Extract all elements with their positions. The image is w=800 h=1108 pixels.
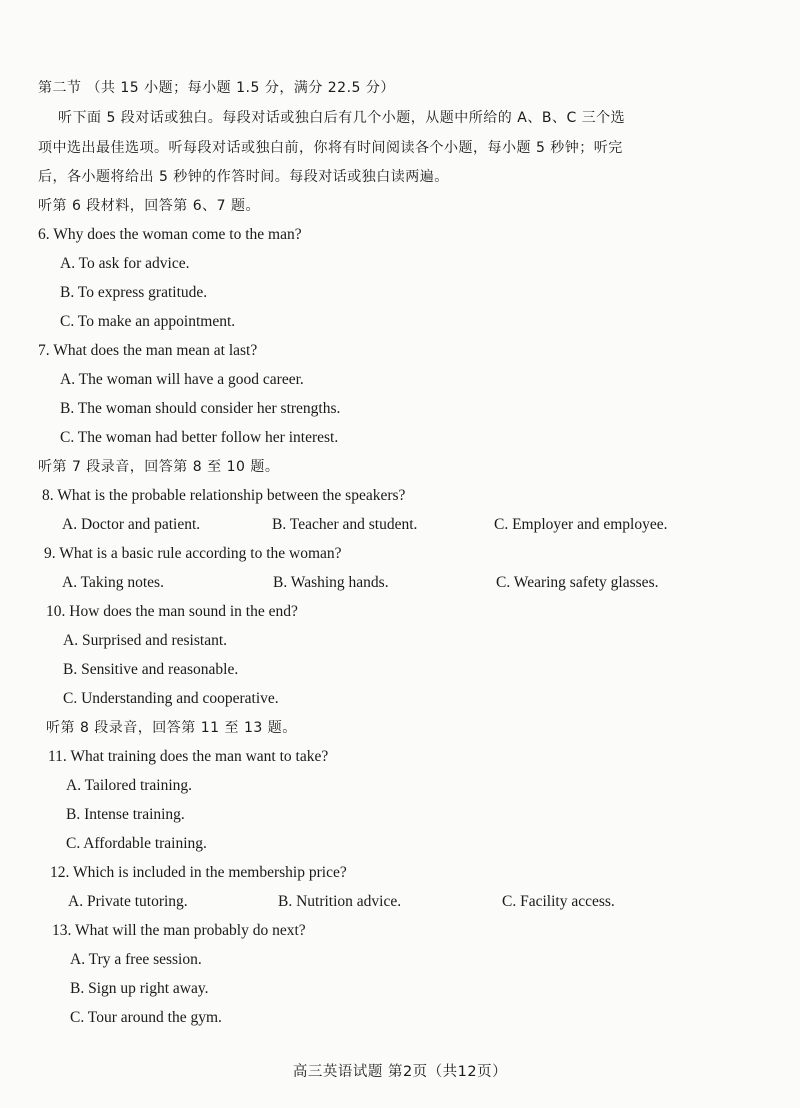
option-c: C. To make an appointment. xyxy=(60,313,236,330)
option-c: C. Employer and employee. xyxy=(494,516,668,533)
question-stem: 8. What is the probable relationship between the speakers? xyxy=(42,487,406,504)
question-stem: 7. What does the man mean at last? xyxy=(38,342,258,359)
question-stem: 6. Why does the woman come to the man? xyxy=(38,226,302,243)
option-c: C. Facility access. xyxy=(502,893,615,910)
option-b: B. Washing hands. xyxy=(273,574,389,591)
option-b: B. Intense training. xyxy=(66,806,185,823)
option-a: A. Doctor and patient. xyxy=(62,516,201,533)
option-a: A. Taking notes. xyxy=(62,574,164,591)
option-c: C. Affordable training. xyxy=(66,835,207,852)
option-a: A. Try a free session. xyxy=(70,951,202,968)
question-stem: 12. Which is included in the membership price? xyxy=(50,864,347,881)
question-stem: 9. What is a basic rule according to the woman? xyxy=(44,545,342,562)
option-a: A. Private tutoring. xyxy=(68,893,188,910)
question-stem: 11. What training does the man want to take? xyxy=(48,748,329,765)
option-b: B. The woman should consider her strengths. xyxy=(60,400,341,417)
option-a: A. Surprised and resistant. xyxy=(63,632,228,649)
instructions-line-3: 后，各小题将给出 5 秒钟的作答时间。每段对话或独白读两遍。 xyxy=(38,169,449,185)
instructions-line-1: 听下面 5 段对话或独白。每段对话或独白后有几个小题，从题中所给的 A、B、C 三个选 xyxy=(58,110,626,126)
group-label: 听第 7 段录音，回答第 8 至 10 题。 xyxy=(38,459,280,475)
option-c: C. Tour around the gym. xyxy=(70,1009,222,1026)
option-b: B. Sensitive and reasonable. xyxy=(63,661,239,678)
option-b: B. To express gratitude. xyxy=(60,284,208,301)
option-a: A. The woman will have a good career. xyxy=(60,371,304,388)
option-c: C. Understanding and cooperative. xyxy=(63,690,279,707)
option-a: A. Tailored training. xyxy=(66,777,193,794)
group-label: 听第 6 段材料，回答第 6、7 题。 xyxy=(38,198,261,214)
question-stem: 10. How does the man sound in the end? xyxy=(46,603,298,620)
option-c: C. The woman had better follow her interest. xyxy=(60,429,339,446)
option-b: B. Sign up right away. xyxy=(70,980,209,997)
option-c: C. Wearing safety glasses. xyxy=(496,574,659,591)
option-b: B. Nutrition advice. xyxy=(278,893,402,910)
option-b: B. Teacher and student. xyxy=(272,516,418,533)
section-header: 第二节 （共 15 小题；每小题 1.5 分，满分 22.5 分） xyxy=(38,80,395,96)
instructions-line-2: 项中选出最佳选项。听每段对话或独白前，你将有时间阅读各个小题，每小题 5 秒钟；听完 xyxy=(38,140,623,156)
group-label: 听第 8 段录音，回答第 11 至 13 题。 xyxy=(46,720,297,736)
question-stem: 13. What will the man probably do next? xyxy=(52,922,306,939)
page-footer: 高三英语试题 第2页（共12页） xyxy=(292,1064,508,1080)
option-a: A. To ask for advice. xyxy=(60,255,190,272)
